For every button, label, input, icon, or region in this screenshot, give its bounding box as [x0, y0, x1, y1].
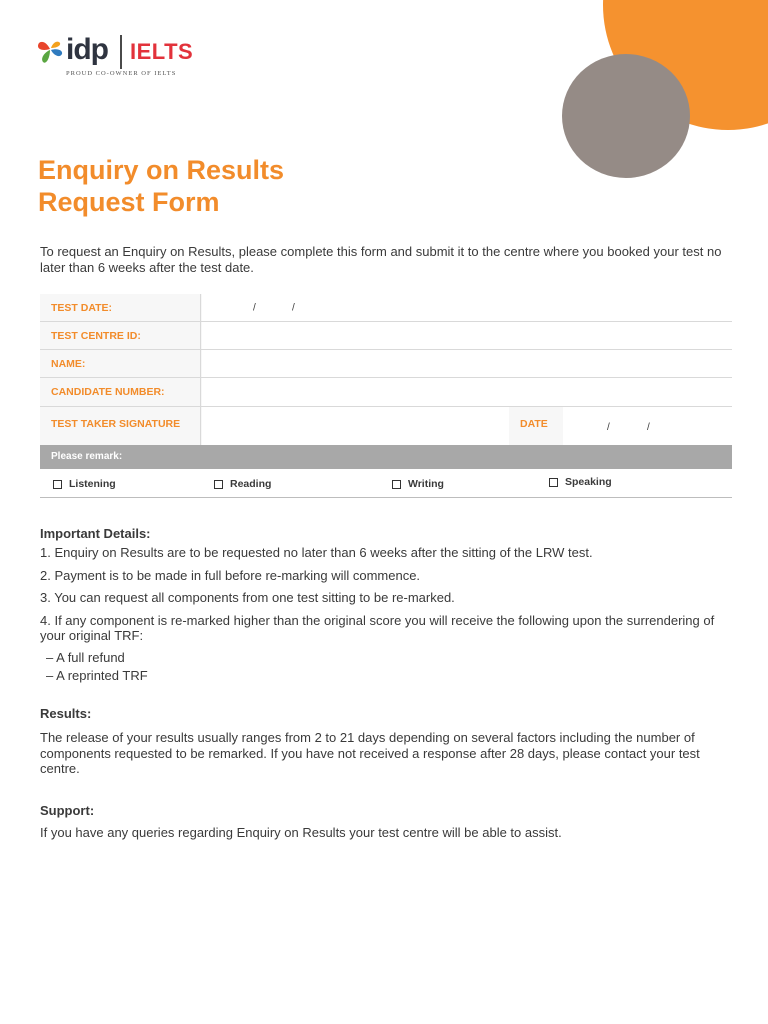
writing-checkbox[interactable]: [392, 478, 444, 490]
logo-idp-text: idp: [66, 33, 108, 66]
signature-row: [40, 407, 732, 445]
important-item: 3. You can request all components from one test sitting to be re-marked.: [40, 590, 455, 605]
listening-checkbox[interactable]: [53, 478, 116, 490]
writing-label: Writing: [408, 478, 444, 490]
checkbox-icon: [549, 478, 558, 487]
signature-label: TEST TAKER SIGNATURE: [40, 407, 201, 445]
logo-divider: [120, 35, 122, 69]
date-separator: /: [253, 302, 256, 313]
candidate-number-field[interactable]: [202, 378, 732, 406]
signature-field[interactable]: [202, 407, 732, 445]
decorative-grey-circle: [562, 54, 690, 178]
component-checkboxes: [40, 469, 732, 498]
title-line-1: Enquiry on Results: [38, 155, 285, 185]
results-text: The release of your results usually ranges from 2 to 21 days depending on several factors including the number of components requested to be remarked. If you have not received a response after 28 days, please contact your test centre.: [40, 730, 700, 776]
remark-header: Please remark:: [40, 445, 732, 469]
test-centre-label: TEST CENTRE ID:: [40, 322, 201, 349]
name-label: NAME:: [40, 350, 201, 377]
important-details-heading: Important Details:: [40, 526, 151, 541]
test-centre-row: [40, 322, 732, 350]
test-date-label: TEST DATE:: [40, 294, 201, 321]
logo-ielts-text: IELTS: [130, 39, 194, 64]
reading-checkbox[interactable]: [214, 478, 271, 490]
listening-label: Listening: [69, 478, 116, 490]
date-separator: /: [647, 422, 650, 433]
candidate-number-label: CANDIDATE NUMBER:: [40, 378, 201, 406]
important-item: 4. If any component is re-marked higher than the original score you will receive the following upon the surrendering of your original TRF:: [40, 612, 715, 643]
results-section: [40, 706, 732, 777]
name-row: [40, 350, 732, 378]
reading-label: Reading: [230, 478, 272, 490]
support-section: [40, 803, 732, 841]
important-item: 1. Enquiry on Results are to be requested no later than 6 weeks after the sitting of the LRW test.: [40, 545, 593, 560]
support-text: If you have any queries regarding Enquiry on Results your test centre will be able to assist.: [40, 825, 562, 840]
checkbox-icon: [53, 480, 62, 489]
test-centre-field[interactable]: [202, 322, 732, 349]
logo-tagline: PROUD CO-OWNER OF IELTS: [66, 70, 177, 77]
name-field[interactable]: [202, 350, 732, 377]
date-separator: /: [292, 302, 295, 313]
results-heading: Results:: [40, 706, 92, 721]
page-title: [38, 154, 284, 218]
candidate-number-row: [40, 378, 732, 407]
idp-flower-icon: [36, 36, 66, 66]
important-details-section: [40, 526, 732, 684]
title-line-2: Request Form: [38, 187, 220, 217]
test-date-field[interactable]: [202, 294, 732, 321]
test-date-row: [40, 294, 732, 322]
checkbox-icon: [214, 480, 223, 489]
signature-date-label: DATE: [509, 407, 563, 445]
speaking-label: Speaking: [565, 476, 612, 488]
request-form: [40, 294, 732, 498]
important-subitem: – A reprinted TRF: [46, 668, 148, 683]
date-separator: /: [607, 422, 610, 433]
signature-date-field[interactable]: [563, 407, 732, 445]
checkbox-icon: [392, 480, 401, 489]
support-heading: Support:: [40, 803, 95, 818]
intro-text: To request an Enquiry on Results, please complete this form and submit it to the centre where you booked your test no later than 6 weeks after the test date.: [40, 244, 722, 275]
speaking-checkbox[interactable]: [549, 476, 612, 488]
important-subitem: – A full refund: [46, 649, 125, 665]
important-item: 2. Payment is to be made in full before re-marking will commence.: [40, 567, 421, 583]
